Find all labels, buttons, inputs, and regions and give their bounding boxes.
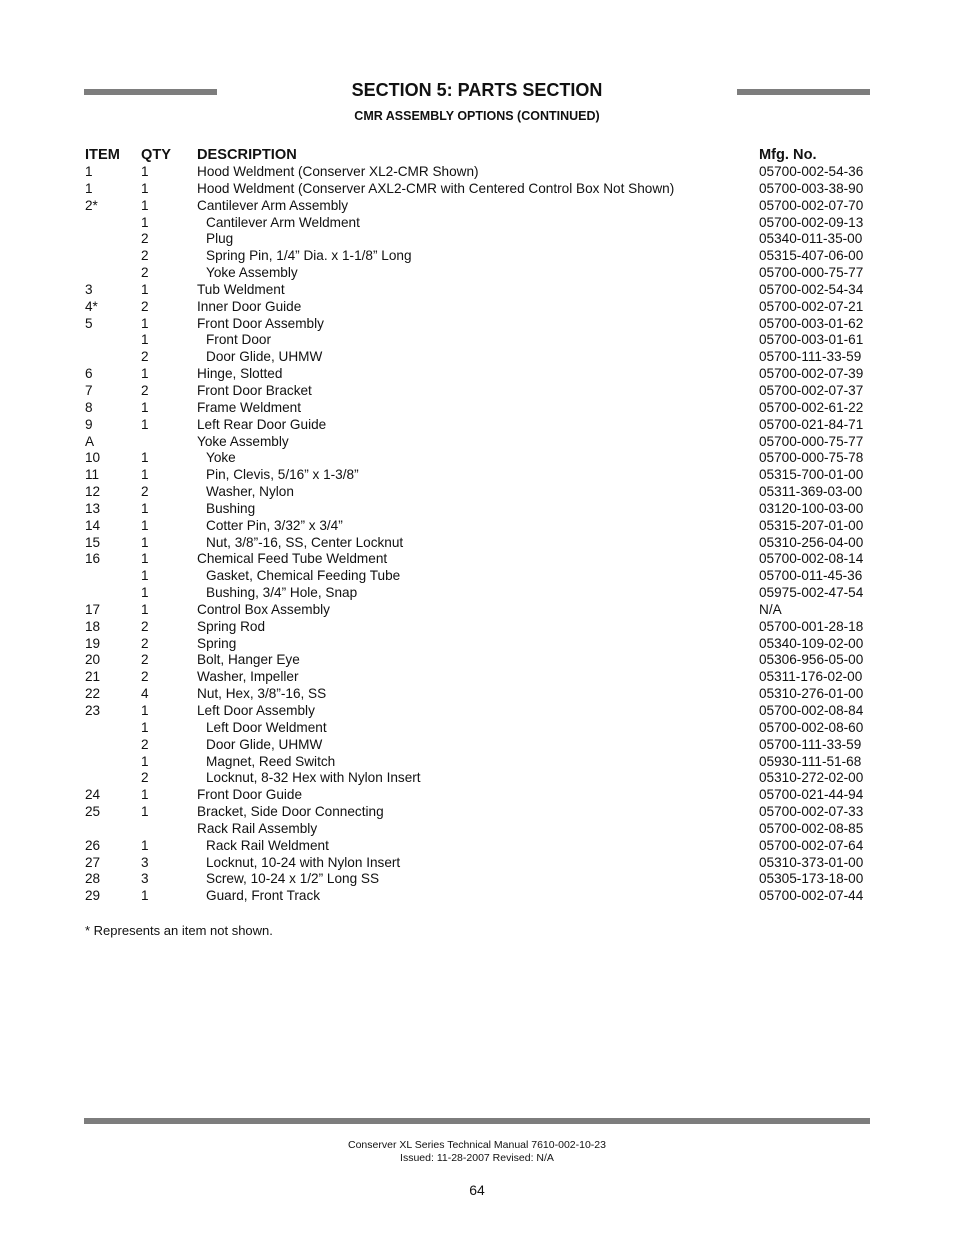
table-row bbox=[84, 804, 870, 821]
qty-cell: 1 bbox=[141, 197, 149, 213]
mfg-number-cell: 05700-002-08-60 bbox=[759, 719, 864, 735]
item-cell: 8 bbox=[85, 399, 93, 415]
table-row bbox=[84, 754, 870, 771]
mfg-number-cell: 05305-173-18-00 bbox=[759, 871, 864, 887]
section-title: SECTION 5: PARTS SECTION bbox=[351, 80, 603, 100]
mfg-number-cell: 05311-369-03-00 bbox=[759, 484, 863, 500]
description-cell: Washer, Nylon bbox=[206, 484, 294, 500]
table-row bbox=[84, 349, 870, 366]
mfg-number-cell: 05700-111-33-59 bbox=[759, 736, 862, 752]
qty-cell: 1 bbox=[141, 804, 149, 820]
table-row bbox=[84, 770, 870, 787]
page-number: 64 bbox=[469, 1182, 485, 1198]
qty-cell: 1 bbox=[141, 551, 149, 567]
mfg-number-cell: 05700-002-54-34 bbox=[759, 281, 864, 297]
mfg-number-cell: 05315-407-06-00 bbox=[759, 248, 864, 264]
mfg-number-cell: 05700-002-08-14 bbox=[759, 551, 864, 567]
table-row bbox=[84, 838, 870, 855]
table-row bbox=[84, 164, 870, 181]
qty-cell: 3 bbox=[141, 871, 149, 887]
item-cell: 17 bbox=[85, 601, 101, 617]
item-cell: 25 bbox=[85, 804, 101, 820]
mfg-number-cell: N/A bbox=[759, 601, 782, 617]
qty-cell: 1 bbox=[141, 568, 149, 584]
qty-cell: 1 bbox=[141, 281, 149, 297]
description-cell: Hood Weldment (Conserver XL2-CMR Shown) bbox=[197, 164, 479, 179]
item-cell: 5 bbox=[85, 315, 93, 331]
qty-cell: 2 bbox=[141, 231, 149, 247]
description-cell: Rack Rail Weldment bbox=[206, 837, 329, 853]
description-cell: Front Door bbox=[206, 332, 271, 348]
item-cell: 7 bbox=[85, 382, 93, 398]
description-cell: Yoke Assembly bbox=[206, 265, 298, 281]
item-cell: 23 bbox=[85, 703, 101, 718]
mfg-number-cell: 05310-373-01-00 bbox=[759, 854, 864, 870]
mfg-number-cell: 05700-002-07-37 bbox=[759, 382, 864, 398]
qty-cell: 2 bbox=[141, 669, 149, 685]
qty-cell: 3 bbox=[141, 854, 149, 870]
qty-cell: 2 bbox=[141, 248, 149, 264]
item-cell: 13 bbox=[85, 500, 101, 516]
item-cell: 19 bbox=[85, 635, 101, 651]
qty-cell: 1 bbox=[141, 366, 149, 382]
table-row bbox=[84, 198, 870, 215]
item-cell: 20 bbox=[85, 652, 101, 668]
item-cell: A bbox=[85, 433, 95, 449]
table-row bbox=[84, 248, 870, 265]
description-cell: Nut, Hex, 3/8”-16, SS bbox=[197, 686, 327, 702]
qty-cell: 1 bbox=[141, 601, 149, 617]
qty-cell: 2 bbox=[141, 265, 149, 281]
mfg-number-cell: 05700-003-01-62 bbox=[759, 315, 864, 331]
item-cell: 10 bbox=[85, 450, 101, 466]
table-row bbox=[84, 871, 870, 888]
table-row bbox=[84, 467, 870, 484]
item-cell: 6 bbox=[85, 366, 93, 382]
item-cell: 9 bbox=[85, 416, 93, 432]
description-cell: Spring Pin, 1/4” Dia. x 1-1/8” Long bbox=[206, 248, 412, 264]
table-row bbox=[84, 703, 870, 720]
mfg-number-cell: 05700-011-45-36 bbox=[759, 568, 863, 584]
table-row bbox=[84, 551, 870, 568]
qty-cell: 1 bbox=[141, 837, 149, 853]
item-cell: 24 bbox=[85, 787, 101, 803]
qty-cell: 2 bbox=[141, 484, 149, 500]
footer-manual-title: Conserver XL Series Technical Manual 7610-002-10-23 bbox=[348, 1139, 606, 1151]
table-row bbox=[84, 434, 870, 451]
item-cell: 15 bbox=[85, 534, 101, 550]
mfg-number-cell: 05700-021-44-94 bbox=[759, 787, 864, 803]
mfg-number-cell: 05700-002-08-85 bbox=[759, 820, 864, 836]
mfg-number-cell: 05700-002-61-22 bbox=[759, 399, 864, 415]
table-row bbox=[84, 669, 870, 686]
mfg-number-cell: 05700-002-07-39 bbox=[759, 366, 864, 382]
mfg-number-cell: 05310-276-01-00 bbox=[759, 686, 864, 702]
description-cell: Bracket, Side Door Connecting bbox=[197, 804, 384, 820]
description-cell: Washer, Impeller bbox=[197, 669, 299, 685]
description-cell: Front Door Guide bbox=[197, 787, 303, 803]
description-cell: Nut, 3/8”-16, SS, Center Locknut bbox=[206, 534, 404, 550]
description-cell: Control Box Assembly bbox=[197, 601, 330, 617]
description-cell: Yoke Assembly bbox=[197, 433, 289, 449]
description-cell: Door Glide, UHMW bbox=[206, 736, 323, 752]
table-row bbox=[84, 366, 870, 383]
table-row bbox=[84, 501, 870, 518]
table-row bbox=[84, 602, 870, 619]
description-cell: Locknut, 10-24 with Nylon Insert bbox=[206, 854, 401, 870]
mfg-number-cell: 05700-002-07-64 bbox=[759, 837, 864, 853]
qty-cell: 1 bbox=[141, 315, 149, 331]
item-cell: 29 bbox=[85, 888, 101, 904]
qty-cell: 1 bbox=[141, 585, 149, 601]
description-cell: Hinge, Slotted bbox=[197, 366, 283, 382]
mfg-number-cell: 05340-011-35-00 bbox=[759, 231, 863, 247]
mfg-number-cell: 05700-002-07-33 bbox=[759, 804, 864, 820]
qty-cell: 1 bbox=[141, 888, 149, 904]
mfg-number-cell: 05700-002-07-21 bbox=[759, 298, 864, 314]
description-cell: Plug bbox=[206, 231, 234, 247]
description-cell: Left Rear Door Guide bbox=[197, 416, 327, 432]
description-cell: Locknut, 8-32 Hex with Nylon Insert bbox=[206, 770, 421, 786]
item-cell: 1 bbox=[85, 164, 93, 179]
description-cell: Cantilever Arm Assembly bbox=[197, 197, 349, 213]
item-cell: 21 bbox=[85, 669, 101, 685]
description-cell: Hood Weldment (Conserver AXL2-CMR with Centered Control Box Not Shown) bbox=[197, 180, 675, 196]
qty-cell: 1 bbox=[141, 753, 149, 769]
column-header-mfg-no: Mfg. No. bbox=[759, 147, 817, 163]
description-cell: Left Door Assembly bbox=[197, 703, 315, 718]
mfg-number-cell: 05700-111-33-59 bbox=[759, 349, 862, 365]
footer-issue-date: Issued: 11-28-2007 Revised: N/A bbox=[400, 1152, 554, 1164]
table-row bbox=[84, 332, 870, 349]
table-body bbox=[84, 164, 870, 905]
item-cell: 26 bbox=[85, 837, 101, 853]
qty-cell: 2 bbox=[141, 618, 149, 634]
table-row bbox=[84, 888, 870, 905]
description-cell: Bolt, Hanger Eye bbox=[197, 652, 300, 668]
qty-cell: 2 bbox=[141, 770, 149, 786]
description-cell: Pin, Clevis, 5/16” x 1-3/8” bbox=[206, 467, 359, 483]
mfg-number-cell: 05975-002-47-54 bbox=[759, 585, 864, 601]
column-header-qty: QTY bbox=[141, 147, 171, 163]
description-cell: Screw, 10-24 x 1/2” Long SS bbox=[206, 871, 380, 887]
item-cell: 27 bbox=[85, 854, 101, 870]
table-row bbox=[84, 568, 870, 585]
table-row bbox=[84, 737, 870, 754]
table-row bbox=[84, 652, 870, 669]
mfg-number-cell: 05315-207-01-00 bbox=[759, 517, 864, 533]
description-cell: Cotter Pin, 3/32” x 3/4” bbox=[206, 517, 343, 533]
description-cell: Left Door Weldment bbox=[206, 719, 327, 735]
qty-cell: 1 bbox=[141, 534, 149, 550]
mfg-number-cell: 05700-001-28-18 bbox=[759, 618, 864, 634]
qty-cell: 1 bbox=[141, 214, 149, 230]
mfg-number-cell: 05930-111-51-68 bbox=[759, 753, 862, 769]
description-cell: Cantilever Arm Weldment bbox=[206, 214, 360, 230]
qty-cell: 1 bbox=[141, 180, 149, 196]
description-cell: Spring Rod bbox=[197, 618, 266, 634]
qty-cell: 1 bbox=[141, 450, 149, 466]
table-row bbox=[84, 417, 870, 434]
mfg-number-cell: 05700-002-08-84 bbox=[759, 703, 864, 718]
qty-cell: 1 bbox=[141, 467, 149, 483]
description-cell: Front Door Bracket bbox=[197, 382, 312, 398]
table-row bbox=[84, 383, 870, 400]
table-row bbox=[84, 686, 870, 703]
column-header-item: ITEM bbox=[85, 147, 120, 163]
table-row bbox=[84, 821, 870, 838]
mfg-number-cell: 05700-000-75-77 bbox=[759, 265, 864, 281]
qty-cell: 2 bbox=[141, 635, 149, 651]
item-cell: 3 bbox=[85, 281, 93, 297]
table-header-row bbox=[84, 146, 870, 164]
table-row bbox=[84, 787, 870, 804]
item-cell: 12 bbox=[85, 484, 101, 500]
mfg-number-cell: 05315-700-01-00 bbox=[759, 467, 864, 483]
qty-cell: 1 bbox=[141, 399, 149, 415]
qty-cell: 1 bbox=[141, 703, 149, 718]
mfg-number-cell: 05311-176-02-00 bbox=[759, 669, 863, 685]
item-cell: 22 bbox=[85, 686, 101, 702]
mfg-number-cell: 05700-002-07-70 bbox=[759, 197, 864, 213]
mfg-number-cell: 05700-002-07-44 bbox=[759, 888, 864, 904]
mfg-number-cell: 05700-002-09-13 bbox=[759, 214, 864, 230]
mfg-number-cell: 05306-956-05-00 bbox=[759, 652, 864, 668]
column-header-description: DESCRIPTION bbox=[197, 147, 297, 163]
footer-rule bbox=[84, 1118, 870, 1124]
mfg-number-cell: 05310-256-04-00 bbox=[759, 534, 864, 550]
qty-cell: 2 bbox=[141, 736, 149, 752]
parts-table bbox=[84, 146, 870, 905]
table-row bbox=[84, 400, 870, 417]
description-cell: Guard, Front Track bbox=[206, 888, 321, 904]
item-cell: 11 bbox=[85, 467, 100, 483]
description-cell: Chemical Feed Tube Weldment bbox=[197, 551, 388, 567]
qty-cell: 1 bbox=[141, 416, 149, 432]
description-cell: Bushing, 3/4” Hole, Snap bbox=[206, 585, 358, 601]
qty-cell: 1 bbox=[141, 164, 149, 179]
description-cell: Tub Weldment bbox=[197, 281, 285, 297]
item-cell: 4* bbox=[85, 298, 98, 314]
mfg-number-cell: 05310-272-02-00 bbox=[759, 770, 864, 786]
description-cell: Magnet, Reed Switch bbox=[206, 753, 336, 769]
sub-title: CMR ASSEMBLY OPTIONS (CONTINUED) bbox=[354, 109, 600, 123]
mfg-number-cell: 03120-100-03-00 bbox=[759, 500, 864, 516]
description-cell: Gasket, Chemical Feeding Tube bbox=[206, 568, 401, 584]
qty-cell: 1 bbox=[141, 500, 149, 516]
qty-cell: 2 bbox=[141, 382, 149, 398]
mfg-number-cell: 05700-000-75-77 bbox=[759, 433, 864, 449]
table-row bbox=[84, 181, 870, 198]
item-cell: 1 bbox=[85, 180, 93, 196]
item-cell: 18 bbox=[85, 618, 101, 634]
qty-cell: 2 bbox=[141, 652, 149, 668]
qty-cell: 1 bbox=[141, 719, 149, 735]
mfg-number-cell: 05340-109-02-00 bbox=[759, 635, 864, 651]
table-row bbox=[84, 316, 870, 333]
table-row bbox=[84, 215, 870, 232]
table-row bbox=[84, 619, 870, 636]
table-row bbox=[84, 855, 870, 872]
description-cell: Rack Rail Assembly bbox=[197, 820, 318, 836]
description-cell: Inner Door Guide bbox=[197, 298, 302, 314]
table-row bbox=[84, 636, 870, 653]
qty-cell: 2 bbox=[141, 298, 149, 314]
qty-cell: 4 bbox=[141, 686, 149, 702]
qty-cell: 1 bbox=[141, 332, 149, 348]
table-row bbox=[84, 231, 870, 248]
table-row bbox=[84, 484, 870, 501]
item-cell: 28 bbox=[85, 871, 101, 887]
mfg-number-cell: 05700-000-75-78 bbox=[759, 450, 864, 466]
table-row bbox=[84, 299, 870, 316]
table-row bbox=[84, 720, 870, 737]
table-row bbox=[84, 282, 870, 299]
description-cell: Front Door Assembly bbox=[197, 315, 324, 331]
table-row bbox=[84, 518, 870, 535]
item-cell: 14 bbox=[85, 517, 101, 533]
description-cell: Yoke bbox=[206, 450, 236, 466]
table-row bbox=[84, 535, 870, 552]
description-cell: Frame Weldment bbox=[197, 399, 301, 415]
mfg-number-cell: 05700-003-38-90 bbox=[759, 180, 864, 196]
mfg-number-cell: 05700-002-54-36 bbox=[759, 164, 864, 179]
qty-cell: 1 bbox=[141, 787, 149, 803]
description-cell: Door Glide, UHMW bbox=[206, 349, 323, 365]
qty-cell: 1 bbox=[141, 517, 149, 533]
table-row bbox=[84, 450, 870, 467]
table-row bbox=[84, 585, 870, 602]
footnote: * Represents an item not shown. bbox=[85, 923, 273, 938]
description-cell: Spring bbox=[197, 635, 237, 651]
mfg-number-cell: 05700-021-84-71 bbox=[759, 416, 864, 432]
mfg-number-cell: 05700-003-01-61 bbox=[759, 332, 864, 348]
item-cell: 2* bbox=[85, 197, 98, 213]
item-cell: 16 bbox=[85, 551, 101, 567]
qty-cell: 2 bbox=[141, 349, 149, 365]
table-row bbox=[84, 265, 870, 282]
description-cell: Bushing bbox=[206, 500, 256, 516]
